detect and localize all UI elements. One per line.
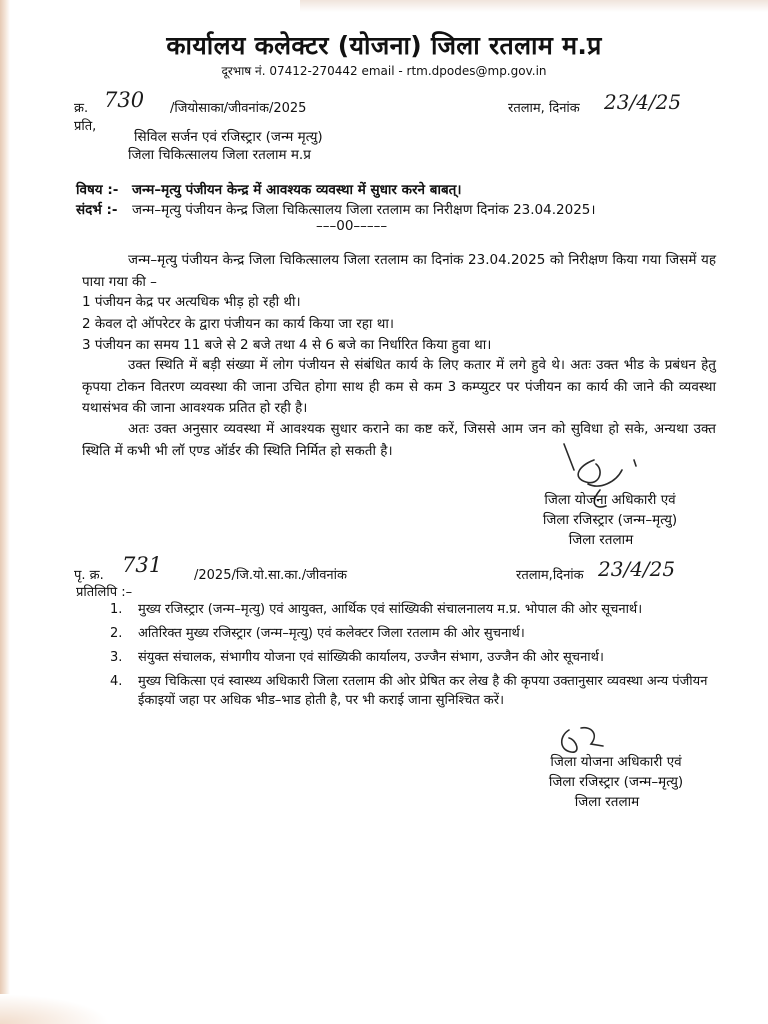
body-paragraph-3: अतः उक्त अनुसार व्यवस्था में आवश्यक सुधार कराने का कष्ट करें, जिससे आम जन को सुविधा हो सके, अन्यथा उक्त स्थिति में कभी भी लॉ एण्ड ऑर्डर की स्थिति निर्मित हो सकती है। [82,421,716,459]
copy-list-item [86,648,726,667]
copy-list-item [86,600,726,619]
contact-line: दूरभाष नं. 07412-270442 email - rtm.dpodes@mp.gov.in [221,64,547,78]
copy-date-label: रतलाम,दिनांक [516,568,584,583]
reference-label: संदर्भ :- [76,202,118,218]
copy-ref-prefix: पृ. क्र. [74,568,104,583]
copy-item-number: 2. [110,626,123,641]
body-paragraph-1: जन्म–मृत्यु पंजीयन केन्द्र जिला चिकित्सालय जिला रतलाम का दिनांक 23.04.2025 को निरीक्षण किया गया जिसमें यह पाया गया की – [82,252,716,290]
copy-list-item [86,624,726,643]
to-label: प्रति, [74,119,97,134]
signature-2-line-1: जिला योजना अधिकारी एवं [550,754,682,770]
copy-item-text: अतिरिक्त मुख्य रजिस्ट्रार (जन्म–मृत्यु) एवं कलेक्टर जिला रतलाम की ओर सुचनार्थ। [138,626,525,641]
letter-ref-number: 730 [104,88,145,112]
letter-ref-prefix: क्र. [74,101,89,116]
signature-1-line-1: जिला योजना अधिकारी एवं [544,492,676,508]
copy-item-text: मुख्य चिकित्सा एवं स्वास्थ्य अधिकारी जिला रतलाम की ओर प्रेषित कर लेख है की कृपया उक्तानुसार व्यवस्था अन्य पंजीयन ईकाइयों जहा पर अधिक भीड–भाड होती है, पर भी कराई जाना सुनिश्चित करें। [138,674,708,708]
paper-bottom-stain [0,994,110,1024]
copy-recipient-list [86,600,726,715]
reference-text: जन्म–मृत्यु पंजीयन केन्द्र जिला चिकित्सालय जिला रतलाम का निरीक्षण दिनांक 23.04.2025। [132,202,596,218]
copy-list-item [86,672,726,710]
copy-item-text: मुख्य रजिस्ट्रार (जन्म–मृत्यु) एवं आयुक्त, आर्थिक एवं सांख्यिकी संचालनालय म.प्र. भोपाल की ओर सूचनार्थ। [138,602,643,617]
copy-item-number: 3. [110,650,123,665]
signature-2-line-3: जिला रतलाम [574,794,640,810]
copy-item-text: संयुक्त संचालक, संभागीय योजना एवं सांख्यिकी कार्यालय, उज्जैन संभाग, उज्जैन की ओर सूचनार्थ। [138,650,604,665]
recipient-line-1: सिविल सर्जन एवं रजिस्ट्रार (जन्म मृत्यु) [134,129,323,145]
body-paragraph-2: उक्त स्थिति में बड़ी संख्या में लोग पंजीयन से संबंधित कार्य के लिए कतार में लगे हुवे थे। अतः उक्त भीड के प्रबंधन हेतु कृपया टोकन वितरण व्यवस्था की जाना उचित होगा साथ ही कम से कम 3 कम्प्युटर पर पंजीयन का कार्य की जाने की व्यवस्था यथासंभव की जाना आवश्यक प्रतित हो रही है। [82,357,716,416]
copy-date-handwritten: 23/4/25 [598,557,676,581]
finding-point-3: 3 पंजीयन का समय 11 बजे से 2 बजे तथा 4 से 6 बजे का निर्धारित किया हुवा था। [82,337,492,353]
finding-point-1: 1 पंजीयन केद्र पर अत्यधिक भीड़ हो रही थी। [82,294,301,310]
recipient-line-2: जिला चिकित्सालय जिला रतलाम म.प्र [128,147,311,163]
paper-edge-stain [0,0,10,1024]
signature-block-1 [510,490,710,550]
signature-1-line-2: जिला रजिस्ट्रार (जन्म–मृत्यु) [542,512,678,528]
section-divider: –––00––––– [316,218,388,234]
copy-ref-suffix: /2025/जि.यो.सा.का./जीवनांक [194,568,347,583]
copy-item-number: 4. [110,674,123,689]
letter-date-handwritten: 23/4/25 [604,90,682,114]
signature-2-line-2: जिला रजिस्ट्रार (जन्म–मृत्यु) [548,774,684,790]
subject-label: विषय :- [76,182,119,198]
signature-block-2 [516,752,716,812]
paper-top-stain [300,0,768,12]
copy-item-number: 1. [110,602,123,617]
letter-date-label: रतलाम, दिनांक [508,101,580,116]
office-title: कार्यालय कलेक्टर (योजना) जिला रतलाम म.प्र [166,31,602,60]
subject-text: जन्म–मृत्यु पंजीयन केन्द्र में आवश्यक व्यवस्था में सुधार करने बाबत्। [132,182,462,198]
finding-point-2: 2 केवल दो ऑपरेटर के द्वारा पंजीयन का कार्य किया जा रहा था। [82,316,394,332]
copy-label: प्रतिलिपि :– [76,585,133,600]
signature-1-line-3: जिला रतलाम [568,532,634,548]
copy-ref-number: 731 [122,553,163,577]
letter-ref-suffix: /जियोसाका/जीवनांक/2025 [170,101,307,116]
